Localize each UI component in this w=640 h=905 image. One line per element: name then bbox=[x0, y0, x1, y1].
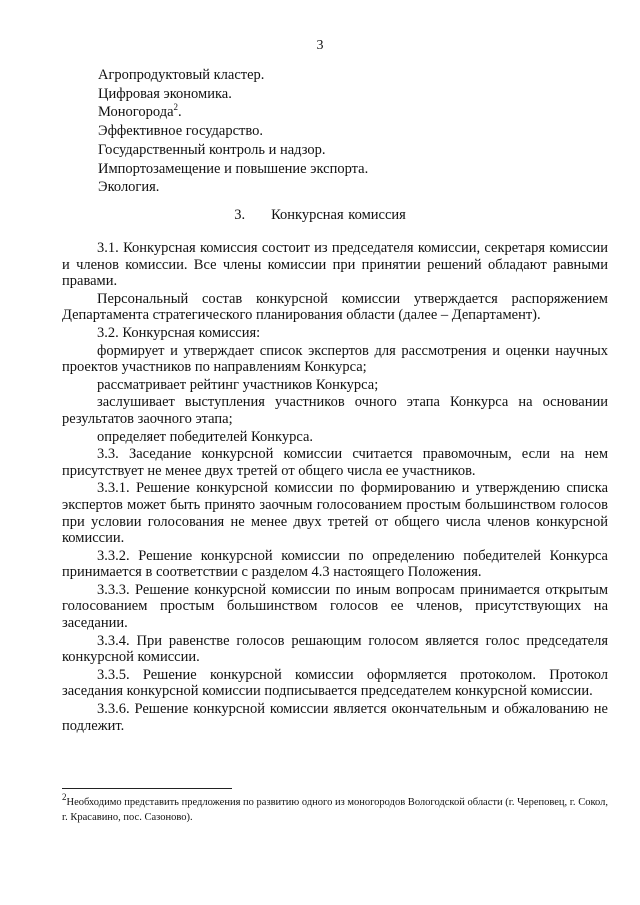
paragraph-3-3: 3.3. Заседание конкурсной комиссии считается правомочным, если на нем присутствует не менее двух третей от общего числа ее участников. bbox=[62, 446, 608, 479]
paragraph-3-3-3: 3.3.3. Решение конкурсной комиссии по иным вопросам принимается открытым голосованием простым большинством голосов ее членов, присутствующих на заседании. bbox=[62, 581, 608, 632]
page-number: 3 bbox=[316, 38, 324, 53]
paragraph-3-3-6: 3.3.6. Решение конкурсной комиссии является окончательным и обжалованию не подлежит. bbox=[62, 701, 608, 734]
footnote bbox=[62, 791, 608, 825]
directions-list bbox=[98, 66, 598, 197]
paragraph-3-3-4: 3.3.4. При равенстве голосов решающим голосом является голос председателя конкурсной комиссии. bbox=[62, 632, 608, 666]
list-item-text: Моногорода bbox=[98, 104, 174, 121]
paragraph-3-2-item: заслушивает выступления участников очного этапа Конкурса на основании результатов заочного этапа; bbox=[62, 394, 608, 427]
footnote-mark: 2 bbox=[62, 791, 67, 802]
list-item: Государственный контроль и надзор. bbox=[98, 141, 326, 158]
list-item: Экология. bbox=[98, 179, 160, 196]
footnote-text: Необходимо представить предложения по развитию одного из моногородов Вологодской области (г. Череповец, г. Сокол, г. Красавино, пос. Сазоново). bbox=[62, 797, 608, 823]
paragraph-3-1-composition: Персональный состав конкурсной комиссии утверждается распоряжением Департамента стратегического планирования области (далее – Департамент). bbox=[62, 290, 608, 324]
section-body bbox=[62, 240, 608, 734]
paragraph-3-2-item: формирует и утверждает список экспертов для рассмотрения и оценки научных проектов участников по направлениям Конкурса; bbox=[62, 342, 608, 376]
list-item: Цифровая экономика. bbox=[98, 85, 232, 102]
paragraph-3-3-5: 3.3.5. Решение конкурсной комиссии оформляется протоколом. Протокол заседания конкурсной комиссии подписывается председателем конкурсной комиссии. bbox=[62, 666, 608, 700]
section-title: Конкурсная комиссия bbox=[271, 207, 406, 223]
list-item-suffix: . bbox=[178, 104, 182, 121]
list-item: Импортозамещение и повышение экспорта. bbox=[98, 160, 369, 177]
list-item: Агропродуктовый кластер. bbox=[98, 67, 265, 83]
section-number: 3. bbox=[234, 207, 246, 223]
paragraph-3-3-2: 3.3.2. Решение конкурсной комиссии по определению победителей Конкурса принимается в соответствии с разделом 4.3 настоящего Положения. bbox=[62, 547, 608, 581]
footnote-divider bbox=[62, 788, 232, 789]
list-item: Эффективное государство. bbox=[98, 123, 263, 140]
paragraph-3-2-item: определяет победителей Конкурса. bbox=[97, 428, 313, 445]
paragraph-3-2-item: рассматривает рейтинг участников Конкурса; bbox=[97, 376, 379, 393]
paragraph-3-1: 3.1. Конкурсная комиссия состоит из председателя комиссии, секретаря комиссии и членов комиссии. Все члены комиссии при принятии решений обладают равными правами. bbox=[62, 240, 608, 290]
paragraph-3-3-1: 3.3.1. Решение конкурсной комиссии по формированию и утверждению списка экспертов может быть принято заочным голосованием простым большинством голосов при условии голосования не менее двух третей от общего числа членов конкурсной комиссии. bbox=[62, 480, 608, 547]
footnote-reference[interactable]: 2 bbox=[173, 101, 179, 112]
list-item-monogoroda bbox=[98, 103, 598, 122]
paragraph-3-2: 3.2. Конкурсная комиссия: bbox=[97, 324, 261, 341]
section-heading bbox=[0, 206, 640, 224]
